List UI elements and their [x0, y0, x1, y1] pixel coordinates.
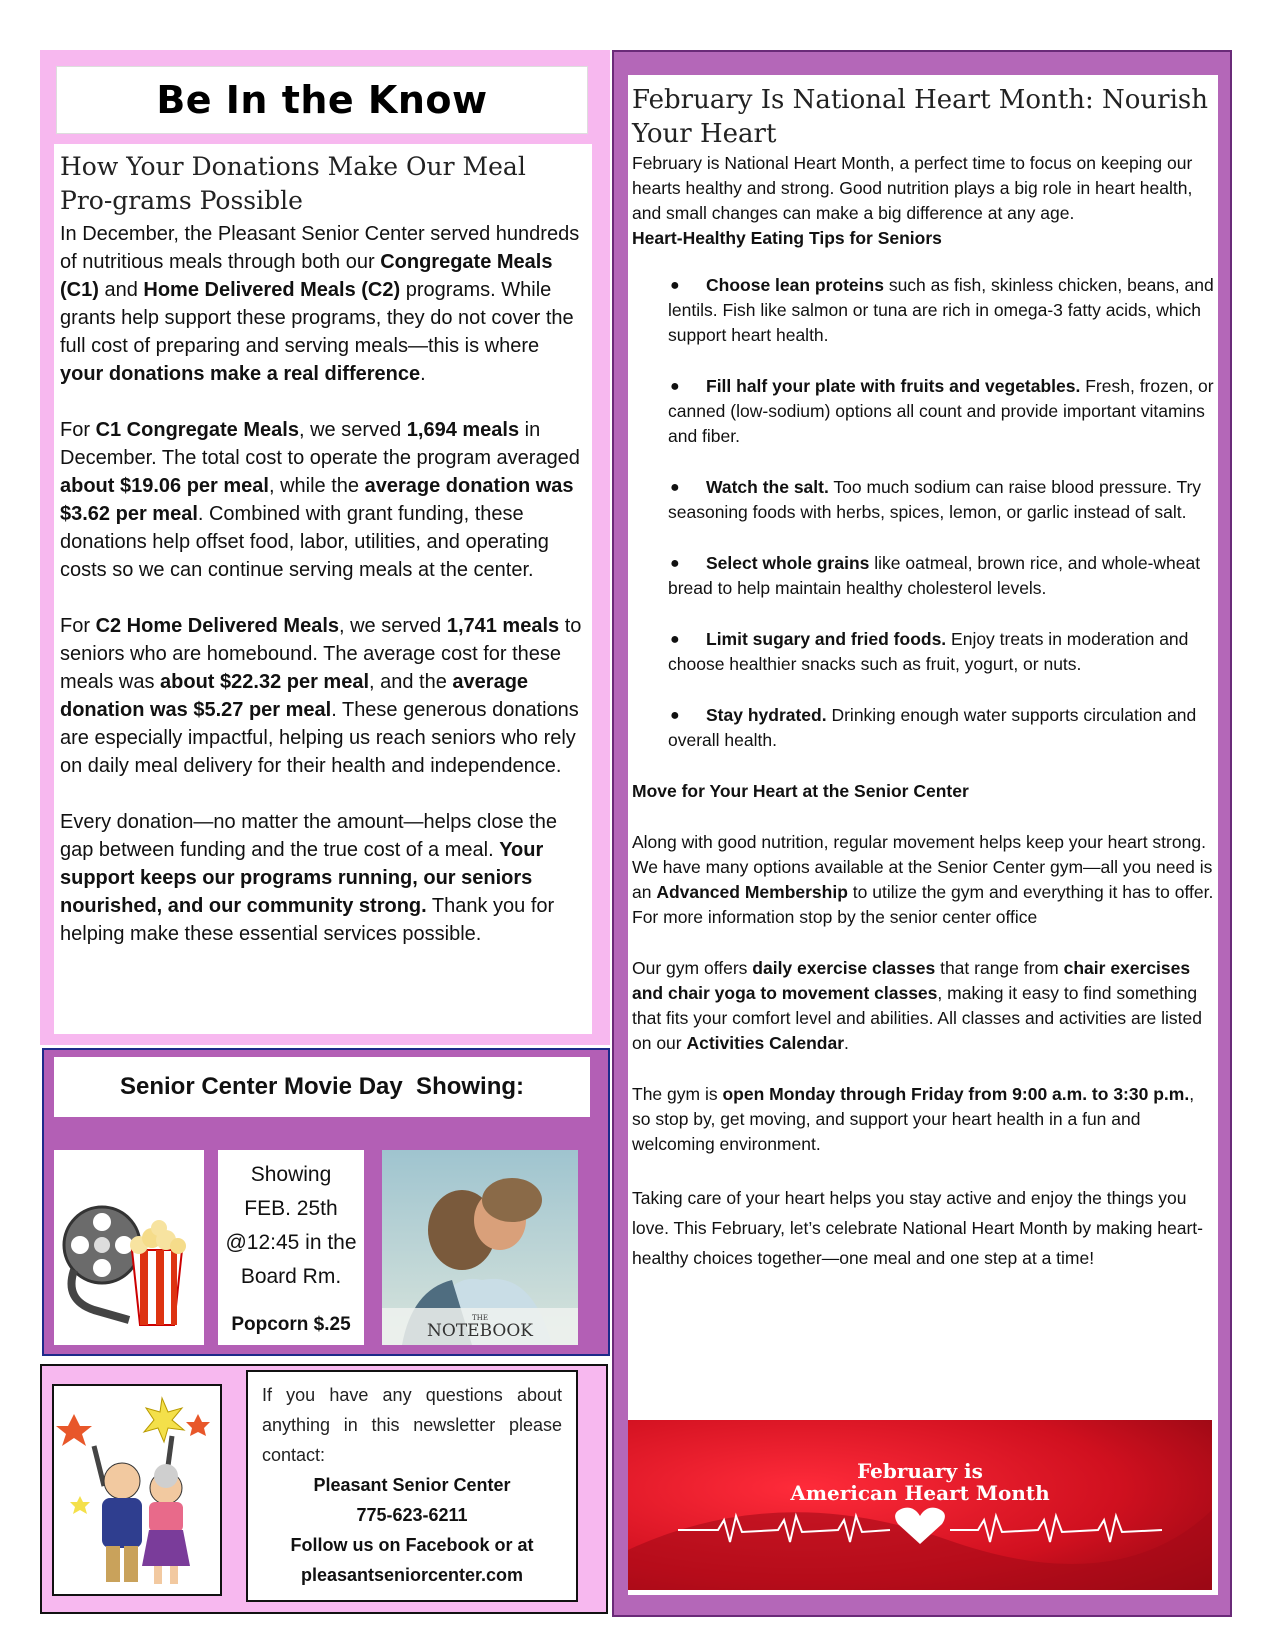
donations-paragraph-4: Every donation—no matter the amount—helps close the gap between funding and the true cost of a meal. Your support keeps our programs running, our seniors nourished, and our community strong. Thank you for helping make these essential services possible. — [60, 811, 557, 945]
donations-paragraph-2: For C1 Congregate Meals, we served 1,694 meals in December. The total cost to operate the program averaged about $19.06 per meal, while the average donation was $3.62 per meal. Combined with grant funding, these donations help offset food, labor, utilities, and operating costs so we can continue serving meals at the center. — [60, 419, 580, 581]
newsletter-header-box — [56, 66, 588, 134]
contact-intro: If you have any questions about anything in this newsletter please contact: — [262, 1385, 562, 1465]
donations-article — [54, 144, 592, 1034]
donations-paragraph-3: For C2 Home Delivered Meals, we served 1,741 meals to seniors who are homebound. The average cost for these meals was about $22.32 per meal, and the average donation was $5.27 per meal. These generous donations are especially impactful, helping us reach seniors who rely on daily meal delivery for their health and independence. — [60, 615, 582, 777]
poster-title-text: NOTEBOOK — [427, 1321, 533, 1341]
banner-line-2: American Heart Month — [790, 1481, 1050, 1505]
contact-website: pleasantseniorcenter.com — [300, 1565, 524, 1585]
donations-paragraph-1: In December, the Pleasant Senior Center served hundreds of nutritious meals through both our Congregate Meals (C1) and Home Delivered Meals (C2) programs. While grants help support these programs, they do not cover the full cost of preparing and serving meals—this is where your donations make a real difference. — [60, 223, 580, 385]
list-item: ● Limit sugary and fried foods. Enjoy treats in moderation and choose healthier snacks such as fruit, yogurt, or nuts. — [668, 629, 1189, 674]
list-item: ● Select whole grains like oatmeal, brown rice, and whole-wheat bread to help maintain healthy cholesterol levels. — [668, 553, 1201, 598]
heart-month-banner — [628, 1420, 1212, 1590]
movie-poster — [382, 1150, 578, 1345]
bullet-icon: ● — [670, 277, 680, 294]
heart-month-intro: February is National Heart Month, a perfect time to focus on keeping our hearts healthy and strong. Good nutrition plays a big role in heart health, and small changes can make a big difference at any age. — [632, 153, 1193, 223]
bullet-icon: ● — [670, 378, 680, 395]
showing-time: @12:45 in the — [225, 1231, 357, 1254]
bullet-icon: ● — [670, 631, 680, 648]
contact-name: Pleasant Senior Center — [313, 1475, 511, 1495]
movie-day-title: Senior Center Movie Day Showing: — [119, 1073, 525, 1100]
popcorn-price: Popcorn $.25 — [231, 1314, 351, 1335]
tips-heading: Heart-Healthy Eating Tips for Seniors — [632, 228, 942, 248]
heart-banner-image — [628, 1420, 1212, 1590]
list-item: ● Watch the salt. Too much sodium can raise blood pressure. Try seasoning foods with herbs, spices, lemon, or garlic instead of salt. — [668, 477, 1202, 522]
contact-info — [246, 1370, 578, 1602]
celebrating-seniors-icon — [54, 1386, 220, 1594]
celebrating-seniors-image — [52, 1384, 222, 1596]
list-item: ● Fill half your plate with fruits and vegetables. Fresh, frozen, or canned (low-sodium) options all count and provide important vitamins and fiber. — [668, 376, 1214, 446]
move-paragraph-2: Our gym offers daily exercise classes that range from chair exercises and chair yoga to movement classes, making it easy to find something that fits your comfort level and abilities. All classes and activities are listed on our Activities Calendar. — [632, 958, 1202, 1053]
closing-paragraph: Taking care of your heart helps you stay active and enjoy the things you love. This February, let’s celebrate National Heart Month by making heart-healthy choices together—one meal and one step at a time! — [632, 1188, 1203, 1268]
showing-details — [218, 1150, 364, 1345]
movie-poster-image — [382, 1150, 578, 1345]
film-reel-popcorn-icon — [54, 1150, 204, 1345]
contact-follow: Follow us on Facebook or at — [290, 1535, 534, 1555]
move-paragraph-3: The gym is open Monday through Friday from 9:00 a.m. to 3:30 p.m., so stop by, get moving, and support your heart health in a fun and welcoming environment. — [632, 1084, 1195, 1154]
film-popcorn-image — [54, 1150, 204, 1345]
heart-month-title: February Is National Heart Month: Nourish Your Heart — [632, 85, 1208, 149]
move-paragraph-1: Along with good nutrition, regular movement helps keep your heart strong. We have many options available at the Senior Center gym—all you need is an Advanced Membership to utilize the gym and everything it has to offer. For more information stop by the senior center office — [632, 832, 1214, 927]
poster-the-text: THE — [472, 1314, 488, 1322]
move-heading: Move for Your Heart at the Senior Center — [632, 781, 969, 801]
banner-line-1: February is — [857, 1459, 983, 1483]
list-item: ● Stay hydrated. Drinking enough water supports circulation and overall health. — [668, 705, 1197, 750]
tips-list — [632, 273, 1214, 753]
newsletter-header: Be In the Know — [156, 78, 488, 122]
heart-month-article — [628, 75, 1218, 1595]
bullet-icon: ● — [670, 555, 680, 572]
showing-label: Showing — [250, 1163, 332, 1186]
bullet-icon: ● — [670, 479, 680, 496]
bullet-icon: ● — [670, 707, 680, 724]
movie-title-box — [54, 1057, 590, 1117]
showing-location: Board Rm. — [240, 1265, 342, 1288]
showing-date: FEB. 25th — [244, 1197, 338, 1220]
contact-phone: 775-623-6211 — [356, 1505, 468, 1525]
donations-article-title: How Your Donations Make Our Meal Pro-grams Possible — [60, 152, 526, 215]
list-item: ● Choose lean proteins such as fish, skinless chicken, beans, and lentils. Fish like salmon or tuna are rich in omega-3 fatty acids, which support heart health. — [668, 275, 1214, 345]
